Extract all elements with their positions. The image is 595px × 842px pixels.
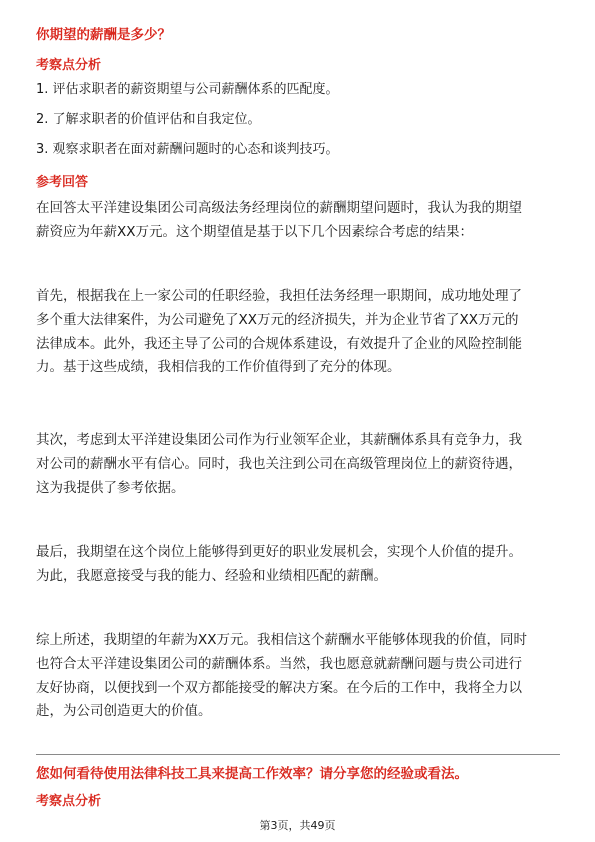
question-1-analysis-heading: 考察点分析 [36,58,102,73]
answer-paragraph-5-line: 综上所述，我期望的年薪为XX万元。我相信这个薪酬水平能够体现我的价值，同时 [36,632,527,648]
answer-heading: 参考回答 [36,175,89,190]
answer-paragraph-1-line: 薪资应为年薪XX万元。这个期望值是基于以下几个因素综合考虑的结果： [36,223,473,240]
answer-paragraph-2-line: 首先，根据我在上一家公司的任职经验，我担任法务经理一职期间，成功地处理了 [36,288,522,304]
answer-paragraph-1-line: 在回答太平洋建设集团公司高级法务经理岗位的薪酬期望问题时，我认为我的期望 [36,200,522,216]
analysis-point-3: 3. 观察求职者在面对薪酬问题时的心态和谈判技巧。 [36,142,339,157]
section-divider [36,754,560,755]
answer-paragraph-4-line: 为此，我愿意接受与我的能力、经验和业绩相匹配的薪酬。 [36,567,387,584]
answer-paragraph-2-line: 力。基于这些成绩，我相信我的工作价值得到了充分的体现。 [36,359,401,376]
analysis-point-1: 1. 评估求职者的薪资期望与公司薪酬体系的匹配度。 [36,82,339,97]
answer-paragraph-4 [36,541,560,589]
answer-paragraph-3-line: 这为我提供了参考依据。 [36,479,185,496]
answer-paragraph-3-line: 其次，考虑到太平洋建设集团公司作为行业领军企业，其薪酬体系具有竞争力，我 [36,432,522,448]
answer-paragraph-2 [36,285,560,380]
answer-paragraph-2-line: 法律成本。此外，我还主导了公司的合规体系建设，有效提升了企业的风险控制能 [36,335,522,352]
question-2-analysis-heading: 考察点分析 [36,794,102,809]
answer-paragraph-4-line: 最后，我期望在这个岗位上能够得到更好的职业发展机会，实现个人价值的提升。 [36,544,522,560]
answer-paragraph-1 [36,197,560,245]
answer-paragraph-5 [36,629,560,724]
question-2-title: 您如何看待使用法律科技工具来提高工作效率？请分享您的经验或看法。 [36,766,468,782]
analysis-point-2: 2. 了解求职者的价值评估和自我定位。 [36,112,261,127]
answer-paragraph-3-line: 对公司的薪酬水平有信心。同时，我也关注到公司在高级管理岗位上的薪资待遇， [36,455,522,472]
answer-paragraph-2-line: 多个重大法律案件，为公司避免了XX万元的经济损失，并为企业节省了XX万元的 [36,311,519,328]
answer-paragraph-3 [36,429,560,500]
page-footer: 第3页，共49页 [259,819,336,832]
question-1-title: 你期望的薪酬是多少？ [36,27,171,43]
answer-paragraph-5-line: 也符合太平洋建设集团公司的薪酬体系。当然，我也愿意就薪酬问题与贵公司进行 [36,655,522,672]
answer-paragraph-5-line: 赴，为公司创造更大的价值。 [36,703,212,720]
answer-paragraph-5-line: 友好协商，以便找到一个双方都能接受的解决方案。在今后的工作中，我将全力以 [36,679,522,696]
